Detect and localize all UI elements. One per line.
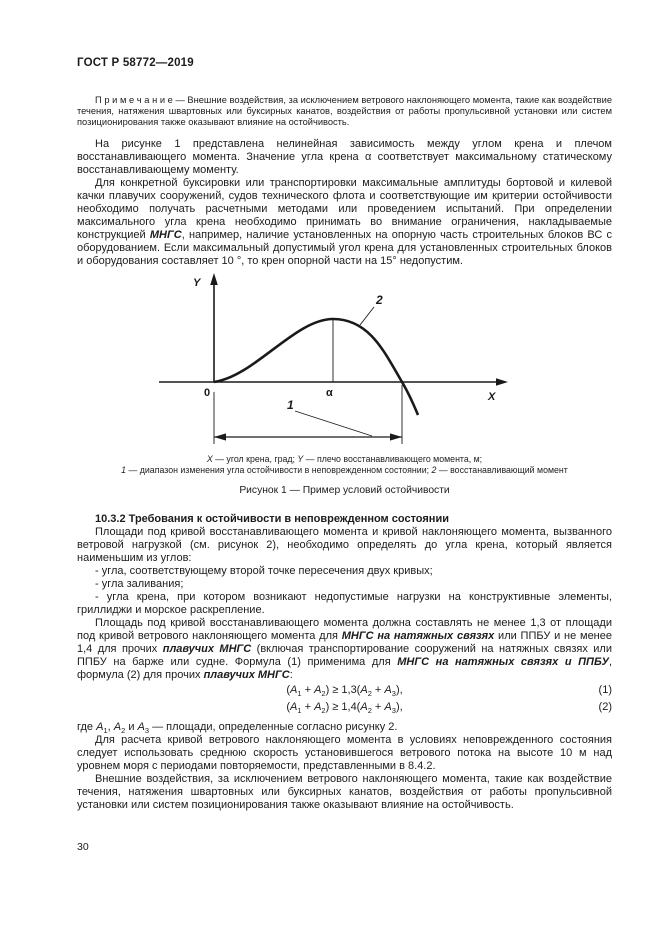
figure-caption: Рисунок 1 — Пример условий остойчивости [239,484,450,496]
figure-1 [77,272,612,496]
paragraph-figure-intro: На рисунке 1 представлена нелинейная зависимость между углом крена и плечом восстанавливающего момента. Значение угла крена α соответствует максимальному статическому восстанавливающему моменту. [77,137,612,176]
ref1-leader-line [295,411,372,436]
paragraph-areas-intro: Площади под кривой восстанавливающего момента и кривой наклоняющего момента, вызванного ветровой нагрузкой (см. рисунок 2), необходимо определять до угла крена, который является наименьшим из углов: [77,525,612,564]
doc-number-header: ГОСТ Р 58772—2019 [77,57,194,69]
formula-1-number: (1) [598,683,612,696]
range-arrowhead-right [390,433,402,440]
paragraph-wind-curve: Для расчета кривой ветрового наклоняющего момента в условиях неповрежденного состояния следует использовать среднюю скорость установившегося ветрового потока на высоте 10 м над уровнем моря с периодами повторяемости, представленными в 8.4.2. [77,733,612,772]
formula-where-line: где $A_1$, $A_2$ и $A_3$ — площади, определенные согласно рисунку 2. [77,720,398,735]
note-paragraph [77,95,612,129]
x-axis-label: X [487,390,495,403]
x-axis-arrowhead [496,378,508,386]
note-label: П р и м е ч а н и е — [95,95,188,105]
formula-2-number: (2) [598,700,612,713]
section-heading-10-3-2: 10.3.2 Требования к остойчивости в неповрежденном состоянии [95,512,449,525]
y-axis-arrowhead [210,273,218,285]
paragraph-external-effects: Внешние воздействия, за исключением ветрового наклоняющего момента, такие как воздействие течения, натяжения швартовных или буксирных канатов, воздействия от работы пропульсивной установки или систем позиционирования также оказывают влияние на остойчивость. [77,772,612,811]
figure-legend [77,454,612,477]
bullet-item-loads: - угла крена, при котором возникают недопустимые нагрузки на конструктивные элементы, гриллиджи и морское раскрепление. [77,590,612,616]
origin-label: 0 [203,386,210,399]
note-text: Внешние воздействия, за исключением ветрового наклоняющего момента, такие как воздействие течения, натяжения швартовных или буксирных канатов, воздействия от работы пропульсивной установки или систем позиционирования также оказывают влияние на остойчивость. [77,95,612,128]
y-axis-label: Y [192,276,200,289]
paragraph-towing: Для конкретной буксировки или транспортировки максимальные амплитуды бортовой и килевой качки плавучих сооружений, судов технического флота и соответствующие им критерии остойчивости необходимо получать расчетными методами или проведением испытаний. При определении максимального угла крена необходимо принимать во внимание ограничения, накладываемые конструкцией МНГС, например, наличие установленных на опорную часть строительных блоков ВС с оборудованием. Если максимальный допустимый угол крена для установленных строительных блоков и оборудования составляет 10 °, то крен опорной части на 15° недопустим. [77,176,612,267]
formula-2-row [77,699,612,716]
alpha-label: α [325,386,333,399]
formula-1-row [77,682,612,699]
formula-1-expression: $(A_1 + A_2) \ge 1,3(A_2 + A_3)$, [286,683,403,698]
righting-moment-curve [214,319,418,415]
page-number: 30 [77,841,89,853]
ref1-label: 1 [286,397,294,412]
figure-legend-line2: 1 — диапазон изменения угла остойчивости в неповрежденном состоянии; 2 — восстанавливающий момент [121,465,568,476]
ref2-label: 2 [375,292,383,307]
paragraph-area-rule: Площадь под кривой восстанавливающего момента должна составлять не менее 1,3 от площади под кривой ветрового наклоняющего момента для МНГС на натяжных связях или ППБУ и не менее 1,4 для прочих плавучих МНГС (включая транспортирование сооружений на натяжных связях или ППБУ на барже или судне. Формула (1) применима для МНГС на натяжных связях и ППБУ, формула (2) для прочих плавучих МНГС: [77,616,612,681]
bullet-item-intersection: - угла, соответствующему второй точке пересечения двух кривых; [95,564,433,577]
figure-legend-line1: X — угол крена, град; Y — плечо восстанавливающего момента, м; [206,453,483,464]
range-arrowhead-left [214,433,226,440]
formula-2-expression: $(A_1 + A_2) \ge 1,4(A_2 + A_3)$, [286,700,403,715]
ref2-leader-line [360,307,374,325]
bullet-item-flooding: - угла заливания; [95,577,184,590]
stability-curve-chart [155,272,535,447]
